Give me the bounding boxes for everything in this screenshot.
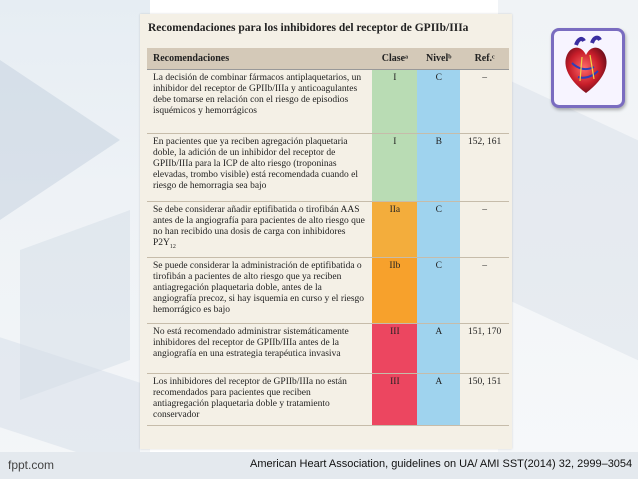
class-cell: IIb [372,258,417,324]
level-cell: A [417,374,460,426]
reference-cell: 150, 151 [460,374,509,426]
table-header-row [147,48,509,70]
reference-cell: 151, 170 [460,324,509,374]
level-cell: C [417,202,460,258]
recommendation-text [147,258,372,324]
reference-cell: – [460,70,509,134]
document-page [140,14,512,449]
header-recomendaciones: Recomendaciones [147,48,372,70]
table-row [147,202,509,258]
recommendation-text [147,324,372,374]
recommendation-text-body: Los inhibidores del receptor de GPIIb/IIIa no están recomendados para pacientes que reciben antiagregación plaquetaria doble y tratamiento conservador [153,377,347,420]
class-cell: I [372,70,417,134]
header-ref: Ref.ᶜ [460,48,509,70]
class-cell: III [372,374,417,426]
recommendation-text [147,202,372,258]
recommendation-text [147,70,372,134]
background-shape [508,80,638,361]
class-cell: I [372,134,417,202]
table-row [147,374,509,426]
background-shape [0,60,120,220]
table-row [147,324,509,374]
level-cell: C [417,258,460,324]
class-cell: IIa [372,202,417,258]
recommendation-text-body: La decisión de combinar fármacos antiplaquetarios, un inhibidor del receptor de GPIIb/IIIa y anticoagulantes debe tomarse en relación con el riesgo de episodios isquémicos y hemorrágicos [153,73,362,116]
header-clase: Claseᵃ [372,48,417,70]
table-row [147,134,509,202]
recommendation-text [147,134,372,202]
class-cell: III [372,324,417,374]
recommendations-table [147,48,509,426]
citation-text: American Heart Association, guidelines on UA/ AMI SST(2014) 32, 2999–3054 [250,458,633,470]
reference-cell: – [460,202,509,258]
recommendation-text-body: Se puede considerar la administración de eptifibatida o tirofibán a pacientes de alto riesgo que ya reciben antiagregación plaquetaria doble, antes de la angiografía precoz, si hay isquemia en curso y el riesgo hemorrágico es bajo [153,261,365,315]
recommendation-text-body: Se debe considerar añadir eptifibatida o tirofibán AAS antes de la angiografía para pacientes de alto riesgo que no han recibido una dosis de carga con inhibidores P2Y [153,205,365,248]
level-cell: B [417,134,460,202]
recommendation-text [147,374,372,426]
subscript: 12 [169,243,176,250]
recommendation-text-body: En pacientes que ya reciben agregación plaquetaria doble, la adición de un inhibidor del receptor de GPIIb/IIIa para la ICP de alto riesgo (troponinas elevadas, trombo visible) está recomendada cuando el riesgo de hemorragia sea bajo [153,137,358,191]
table-row [147,70,509,134]
reference-cell: 152, 161 [460,134,509,202]
header-nivel: Nivelᵇ [417,48,460,70]
heart-badge [551,28,625,108]
recommendation-text-body: No está recomendado administrar sistemáticamente inhibidores del receptor de GPIIb/IIIa antes de la angiografía en una estrategia terapéutica invasiva [153,327,349,359]
document-title: Recomendaciones para los inhibidores del receptor de GPIIb/IIIa [148,22,469,34]
brand-label: fppt.com [8,458,55,472]
reference-cell: – [460,258,509,324]
level-cell: C [417,70,460,134]
level-cell: A [417,324,460,374]
table-row [147,258,509,324]
